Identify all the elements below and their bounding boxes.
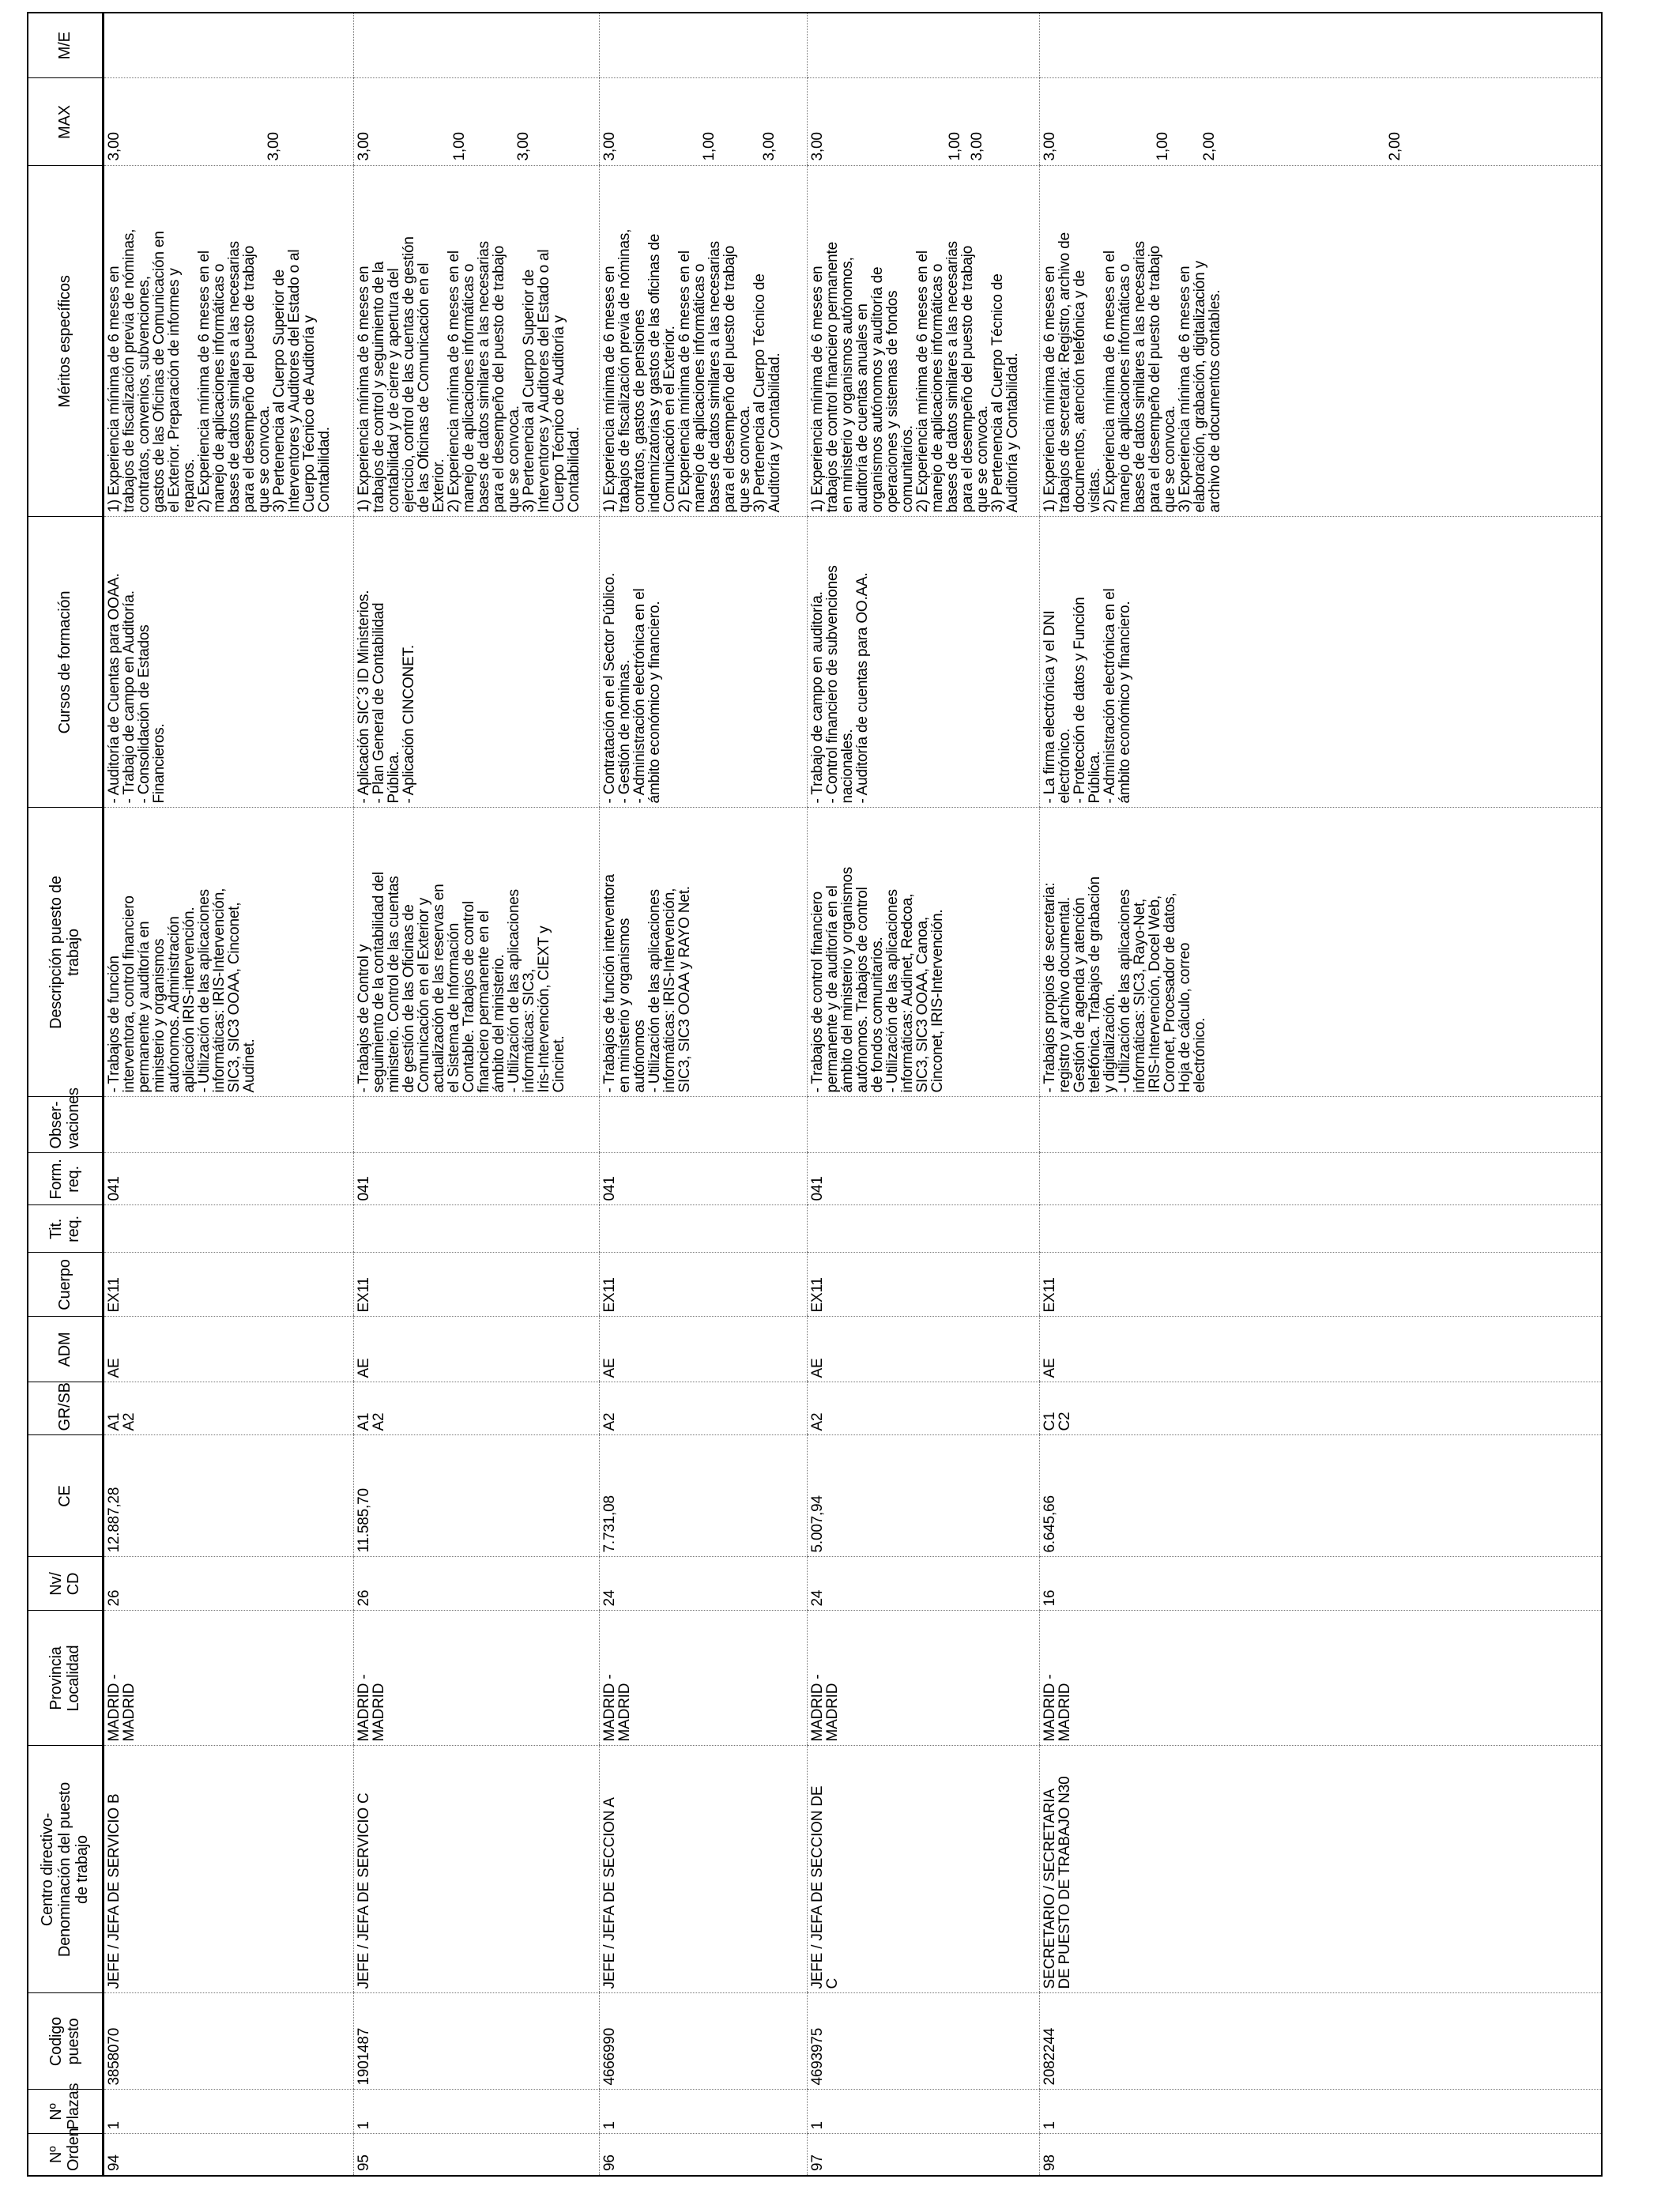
max-value: 2,00 [1200,132,1218,161]
max-value: 3,00 [355,132,372,161]
max-value: 3,00 [265,132,282,161]
cell-nivel: 16 [1039,1557,1602,1611]
cell-max [807,78,1171,166]
cell-descripcion: - Trabajos de control financiero permanente y de auditoría en el ámbito del ministerio y organismos autónomos. Trabajos de control de fondos comunitarios. - Utilización de las aplicaciones informáticas: Audinet, Redcoa, SIC3, SIC3 OOAA, Canoa, Cinconet, IRIS-Intervención. [807,808,1039,1097]
cell-obs [807,1097,1039,1153]
cell-form [1039,1153,1602,1205]
max-value: 1,00 [700,132,718,161]
cell-provincia: MADRID - MADRID [599,1611,807,1746]
cell-ce: 6.645,66 [1039,1435,1602,1557]
cell-obs [1039,1097,1602,1153]
cell-orden: 98 [1039,2134,1602,2176]
cell-cursos: - Auditoría de Cuentas para OOAA. - Trabajo de campo en Auditoría. - Consolidación de Estados Financieros. [103,517,353,808]
header-descripcion: Descripción puesto de trabajo [28,808,103,1097]
header-form: Form. req. [28,1153,103,1205]
cell-cursos: - Aplicación SIC´3 ID Ministerios. - Plan General de Contabilidad Pública. - Aplicación CINCONET. [353,517,599,808]
cell-obs [353,1097,599,1153]
cell-orden: 96 [599,2134,807,2176]
cell-plazas: 1 [807,2090,1039,2134]
table-row [1039,13,1602,2176]
cell-provincia: MADRID - MADRID [1039,1611,1602,1746]
cell-grsb: A1 A2 [353,1382,599,1435]
header-max: MAX [28,78,103,166]
header-provincia: Provincia Localidad [28,1611,103,1746]
cell-cursos: - Contratación en el Sector Público. - Gestión de nóminas. - Administración electrónica en el ámbito económico y financiero. [599,517,807,808]
max-value: 1,00 [946,132,963,161]
cell-form: 041 [599,1153,807,1205]
cell-me [599,13,807,78]
cell-meritos: 1) Experiencia mínima de 6 meses en trabajos de fiscalización previa de nóminas, contratos, gastos de pensiones indemnizatorias y gastos de las oficinas de Comunicación en el Exterior. 2) Experiencia mínima de 6 meses en el manejo de aplicaciones informáticas o bases de datos similares a las necesarias para el desempeño del puesto de trabajo que se convoca. 3) Pertenencia al Cuerpo Técnico de Auditoría y Contabilidad. [599,166,807,517]
cell-centro: JEFE / JEFA DE SERVICIO C [353,1746,599,1993]
cell-codigo: 3858070 [103,1993,353,2090]
header-cuerpo: Cuerpo [28,1253,103,1317]
cell-provincia: MADRID - MADRID [103,1611,353,1746]
cell-tit [599,1205,807,1253]
cell-codigo: 4693975 [807,1993,1039,2090]
cell-adm: AE [353,1317,599,1382]
header-row [28,13,103,2176]
cell-adm: AE [599,1317,807,1382]
max-value: 3,00 [601,132,618,161]
cell-obs [599,1097,807,1153]
cell-centro: JEFE / JEFA DE SECCION A [599,1746,807,1993]
max-value: 3,00 [1041,132,1058,161]
cell-form: 041 [103,1153,353,1205]
max-value: 3,00 [760,132,778,161]
cell-descripcion: - Trabajos de función interventora, control financiero permanente y auditoría en ministerio y organismos autónomos. Administración aplicación IRIS-intervención. - Utilización de las aplicaciones informáticas: IRIS-Intervención, SIC3, SIC3 OOAA, Cinconet, Audinet. [103,808,353,1097]
cell-nivel: 24 [599,1557,807,1611]
cell-meritos: 1) Experiencia mínima de 6 meses en trabajos de fiscalización previa de nóminas, contratos, convenios, subvenciones, gastos de las Oficinas de Comunicación en el Exterior. Preparación de informes y reparos. 2) Experiencia mínima de 6 meses en el manejo de aplicaciones informáticas o bases de datos similares a las necesarias para el desempeño del puesto de trabajo que se convoca. 3) Pertenencia al Cuerpo Superior de Interventores y Auditores del Estado o al Cuerpo Técnico de Auditoría y Contabilidad. [103,166,353,517]
cell-cuerpo: EX11 [1039,1253,1602,1317]
header-centro: Centro directivo- Denominación del puesto de trabajo [28,1746,103,1993]
cell-provincia: MADRID - MADRID [353,1611,599,1746]
cell-plazas: 1 [353,2090,599,2134]
cell-adm: AE [1039,1317,1602,1382]
cell-ce: 5.007,94 [807,1435,1039,1557]
cell-tit [1039,1205,1602,1253]
header-me: M/E [28,13,103,78]
cell-plazas: 1 [103,2090,353,2134]
cell-descripcion: - Trabajos de Control y seguimiento de la contabilidad del ministerio. Control de las cuentas de gestión de las Oficinas de Comunicación en el Exterior y actualización de las reservas en el Sistema de Información Contable. Trabajos de control financiero permanente en el ámbito del ministerio. - Utilización de las aplicaciones informáticas: SIC3, Iris-Intervención, CIEXT y Cincinet. [353,808,599,1097]
cell-orden: 95 [353,2134,599,2176]
cell-centro: JEFE / JEFA DE SERVICIO B [103,1746,353,1993]
max-value: 3,00 [105,132,122,161]
cell-me [807,13,1039,78]
cell-max [599,78,963,166]
cell-meritos: 1) Experiencia mínima de 6 meses en trabajos de control y seguimiento de la contabilidad y de cierre y apertura del ejercicio, control de las cuentas de gestión de las Oficinas de Comunicación en el Exterior. 2) Experiencia mínima de 6 meses en el manejo de aplicaciones informáticas o bases de datos similares a las necesarias para el desempeño del puesto de trabajo que se convoca. 3) Pertenencia al Cuerpo Superior de Interventores y Auditores del Estado o al Cuerpo Técnico de Auditoría y Contabilidad. [353,166,599,517]
max-value: 2,00 [1386,132,1403,161]
cell-meritos: 1) Experiencia mínima de 6 meses en trabajos de control financiero permanente en ministerio y organismos autónomos, auditoría de cuentas anuales en organismos autónomos y auditoría de operaciones y sistemas de fondos comunitarios. 2) Experiencia mínima de 6 meses en el manejo de aplicaciones informáticas o bases de datos similares a las necesarias para el desempeño del puesto de trabajo que se convoca. 3) Pertenencia al Cuerpo Técnico de Auditoría y Contabilidad. [807,166,1039,517]
cell-provincia: MADRID - MADRID [807,1611,1039,1746]
table-row [807,13,1039,2176]
cell-nivel: 24 [807,1557,1039,1611]
cell-nivel: 26 [103,1557,353,1611]
header-adm: ADM [28,1317,103,1382]
header-ce: CE [28,1435,103,1557]
cell-tit [103,1205,353,1253]
cell-orden: 97 [807,2134,1039,2176]
cell-max [103,78,468,166]
cell-tit [353,1205,599,1253]
cell-cuerpo: EX11 [599,1253,807,1317]
max-value: 3,00 [514,132,532,161]
cell-me [1039,13,1602,78]
cell-cuerpo: EX11 [103,1253,353,1317]
job-positions-table [27,12,1603,2177]
cell-ce: 7.731,08 [599,1435,807,1557]
cell-grsb: A2 [599,1382,807,1435]
table-body [103,13,1602,2176]
max-value: 3,00 [808,132,826,161]
cell-nivel: 26 [353,1557,599,1611]
cell-descripcion: - Trabajos propios de secretaria: registro y archivo documental. Gestión de agenda y atención telefónica. Trabajos de grabación y digitalización. - Utilización de las aplicaciones informáticas: SIC3, Rayo-Net, IRIS-Intervención, Docel Web, Coronet, Procesador de datos, Hoja de cálculo, correo electrónico. [1039,808,1602,1097]
header-tit: Tit. req. [28,1205,103,1253]
max-value: 3,00 [968,132,985,161]
cell-cursos: - Trabajo de campo en auditoría. - Control financiero de subvenciones nacionales. - Auditoría de cuentas para OO.AA. [807,517,1039,808]
cell-max [353,78,718,166]
cell-codigo: 4666990 [599,1993,807,2090]
cell-meritos: 1) Experiencia mínima de 6 meses en trabajos de secretaría: Registro, archivo de documentos, atención telefónica y de visitas. 2) Experiencia mínima de 6 meses en el manejo de aplicaciones informáticas o bases de datos similares a las necesarias para el desempeño del puesto de trabajo que se convoca. 3) Experiencia mínima de 6 meses en elaboración, grabación, digitalización y archivo de documentos contables. [1039,166,1602,517]
header-plazas: Nº Plazas [28,2090,103,2134]
header-obs: Obser- vaciones [28,1097,103,1153]
cell-plazas: 1 [599,2090,807,2134]
cell-descripcion: - Trabajos de función interventora en ministerio y organismos autónomos - Utilización de las aplicaciones informáticas: IRIS-Intervención, SIC3, SIC3 OOAA y RAYO Net. [599,808,807,1097]
cell-codigo: 2082244 [1039,1993,1602,2090]
cell-grsb: A2 [807,1382,1039,1435]
cell-plazas: 1 [1039,2090,1602,2134]
cell-me [103,13,353,78]
cell-max [1039,78,1602,166]
header-nivel: Nv/ CD [28,1557,103,1611]
cell-grsb: C1 C2 [1039,1382,1602,1435]
cell-orden: 94 [105,2154,122,2171]
cell-obs [103,1097,353,1153]
cell-tit [807,1205,1039,1253]
cell-centro: JEFE / JEFA DE SECCION DE C [807,1746,1039,1993]
cell-me [353,13,599,78]
table-row [353,13,599,2176]
header-grsb: GR/SB [28,1382,103,1435]
cell-adm: AE [103,1317,353,1382]
header-orden: Nº Orden [28,2134,103,2176]
cell-form: 041 [353,1153,599,1205]
cell-cursos: - La firma electrónica y el DNI electrónico. - Protección de datos y Función Pública. - Administración electrónica en el ámbito económico y financiero. [1039,517,1602,808]
max-value: 1,00 [1154,132,1171,161]
cell-codigo: 1901487 [353,1993,599,2090]
cell-form: 041 [807,1153,1039,1205]
table-row [103,13,353,2176]
cell-cuerpo: EX11 [353,1253,599,1317]
header-meritos: Méritos específicos [28,166,103,517]
cell-cuerpo: EX11 [807,1253,1039,1317]
cell-adm: AE [807,1317,1039,1382]
cell-ce: 11.585,70 [353,1435,599,1557]
table-row [599,13,807,2176]
max-value: 1,00 [450,132,468,161]
header-cursos: Cursos de formación [28,517,103,808]
cell-ce: 12.887,28 [103,1435,353,1557]
header-codigo: Codigo puesto [28,1993,103,2090]
cell-grsb: A1 A2 [103,1382,353,1435]
cell-centro: SECRETARIO / SECRETARIA DE PUESTO DE TRABAJO N30 [1039,1746,1602,1993]
